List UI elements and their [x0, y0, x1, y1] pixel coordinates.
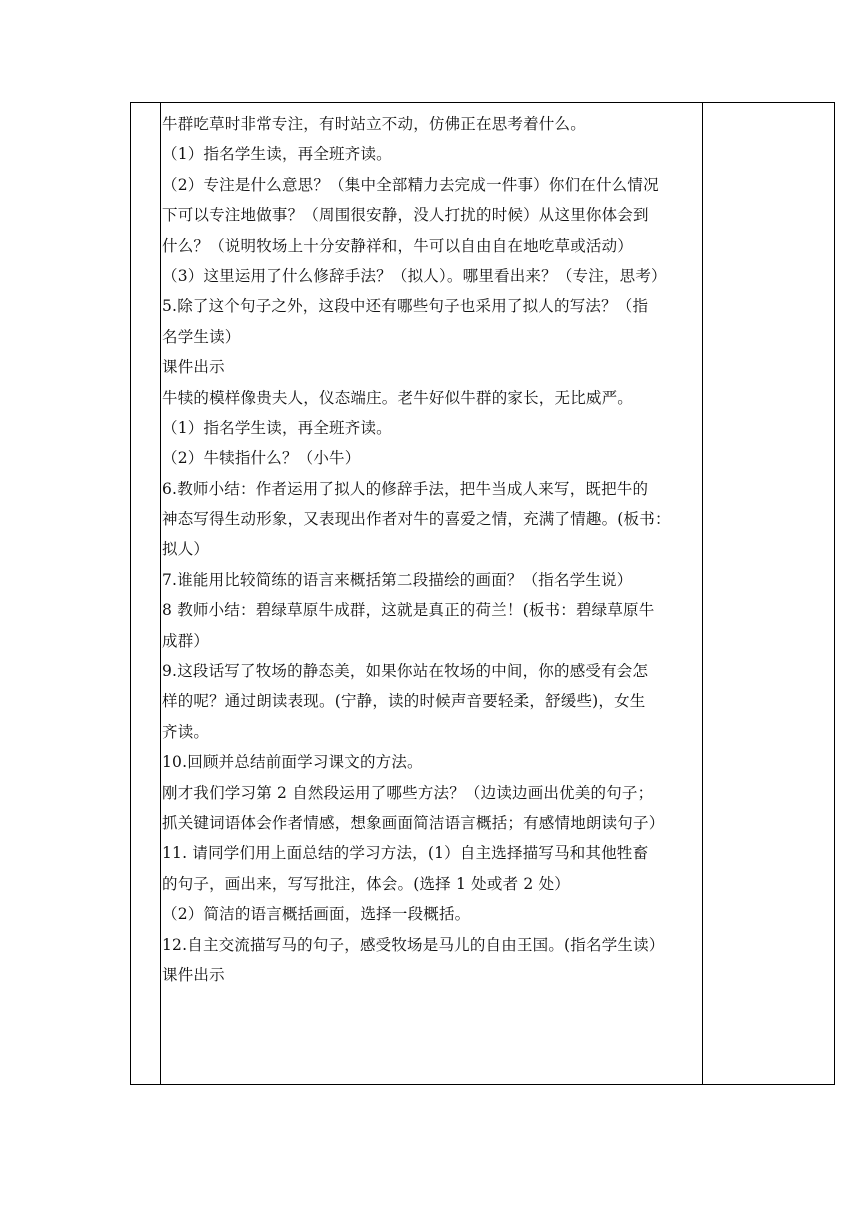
- text-line: 课件出示: [162, 358, 225, 377]
- lesson-table: [130, 102, 835, 1085]
- text-line: 课件出示: [162, 965, 225, 984]
- text-line: 下可以专注地做事？（周围很安静，没人打扰的时候）从这里你体会到: [162, 206, 649, 225]
- text-line: 11. 请同学们用上面总结的学习方法，(1）自主选择描写马和其他牲畜: [162, 844, 649, 863]
- text-line: 7.谁能用比较简练的语言来概括第二段描绘的画面？（指名学生说）: [162, 570, 633, 589]
- text-line: 5.除了这个句子之外，这段中还有哪些句子也采用了拟人的写法？（指: [162, 297, 649, 316]
- text-line: 什么？（说明牧场上十分安静祥和，牛可以自由自在地吃草或活动）: [162, 236, 634, 255]
- text-line: （2）牛犊指什么？（小牛）: [162, 449, 361, 468]
- table-border-left: [130, 103, 131, 1084]
- text-line: 成群）: [162, 631, 210, 650]
- lesson-content-cell: [162, 109, 702, 990]
- text-line: 12.自主交流描写马的句子，感受牧场是马儿的自由王国。(指名学生读）: [162, 935, 665, 954]
- table-column-divider-2: [702, 103, 703, 1084]
- text-line: （1）指名学生读，再全班齐读。: [162, 145, 392, 164]
- text-line: 样的呢？通过朗读表现。(宁静，读的时候声音要轻柔，舒缓些)，女生: [162, 692, 646, 711]
- text-line: 牛群吃草时非常专注，有时站立不动，仿佛正在思考着什么。: [162, 115, 586, 133]
- text-line: 拟人）: [162, 540, 210, 559]
- table-column-divider-1: [160, 103, 161, 1084]
- table-border-right: [834, 103, 835, 1084]
- text-line: 8 教师小结：碧绿草原牛成群，这就是真正的荷兰！(板书：碧绿草原牛: [162, 601, 655, 620]
- text-line: 牛犊的模样像贵夫人，仪态端庄。老牛好似牛群的家长，无比威严。: [162, 388, 634, 407]
- text-line: 的句子，画出来，写写批注，体会。(选择 1 处或者 2 处）: [162, 874, 570, 893]
- text-line: 6.教师小结：作者运用了拟人的修辞手法，把牛当成人来写，既把牛的: [162, 479, 649, 498]
- text-line: 10.回顾并总结前面学习课文的方法。: [162, 753, 423, 772]
- text-line: 刚才我们学习第 2 自然段运用了哪些方法？（边读边画出优美的句子；: [162, 783, 654, 802]
- text-line: （1）指名学生读，再全班齐读。: [162, 418, 392, 437]
- text-line: 齐读。: [162, 722, 210, 741]
- text-line: 9.这段话写了牧场的静态美，如果你站在牧场的中间，你的感受有会怎: [162, 662, 649, 681]
- text-line: （3）这里运用了什么修辞手法？（拟人）。哪里看出来？（专注，思考）: [162, 266, 667, 285]
- text-line: （2）专注是什么意思？（集中全部精力去完成一件事）你们在什么情况: [162, 175, 659, 194]
- text-line: （2）简洁的语言概括画面，选择一段概括。: [162, 905, 471, 924]
- text-line: 名学生读）: [162, 327, 241, 346]
- text-line: 抓关键词语体会作者情感，想象画面简洁语言概括；有感情地朗读句子）: [162, 813, 665, 832]
- text-line: 神态写得生动形象，又表现出作者对牛的喜爱之情，充满了情趣。(板书：: [162, 510, 671, 529]
